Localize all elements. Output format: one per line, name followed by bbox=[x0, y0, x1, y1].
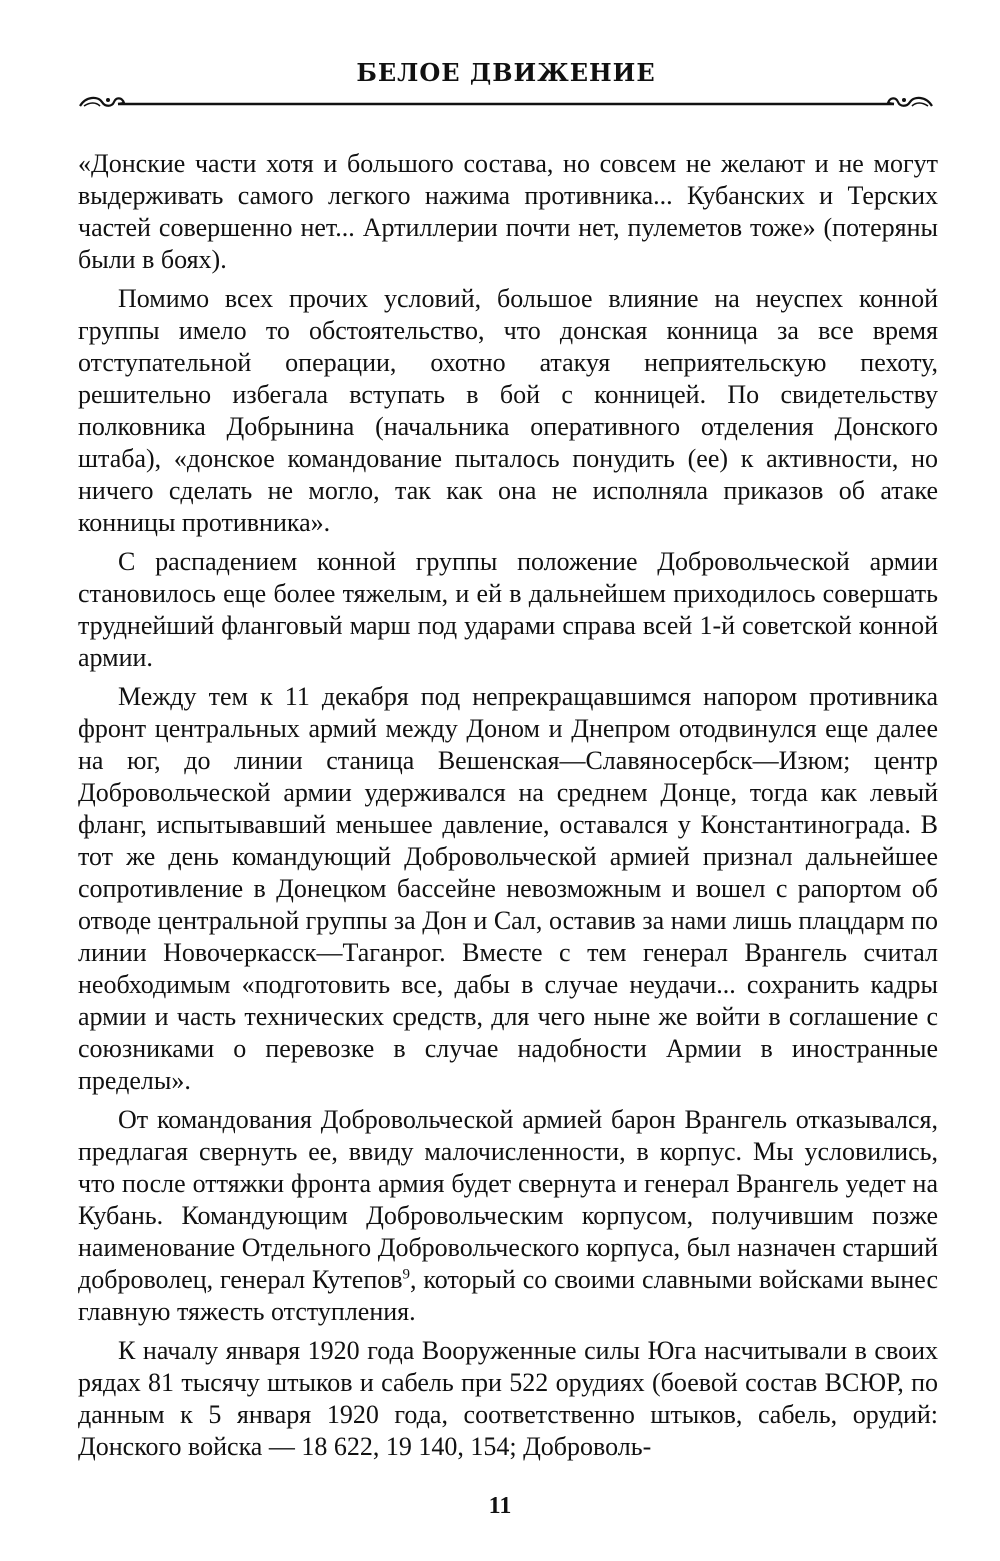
paragraph-5-text: От командования Добровольческой армией барон Врангель отказывался, предлагая свернуть ее, ввиду малочисленности, в корпус. Мы условились, что после оттяжки фронта армия будет свернута и генерал Врангель уедет на Кубань. Командующим Добровольческим корпусом, получившим позже наименование Отдельного Добровольческого корпуса, был назначен старший доброволец, генерал Кутепов bbox=[78, 1105, 938, 1294]
paragraph-6: К началу января 1920 года Вооруженные силы Юга насчитывали в своих рядах 81 тысячу штыков и сабель при 522 орудиях (боевой состав ВСЮР, по данным к 5 января 1920 года, соответственно штыков, сабель, орудий: Донского войска — 18 622, 19 140, 154; Доброволь- bbox=[78, 1336, 938, 1461]
running-header bbox=[78, 54, 934, 110]
main-text bbox=[78, 148, 938, 1470]
paragraph-5 bbox=[78, 1104, 938, 1328]
page-number: 11 bbox=[488, 1493, 512, 1519]
paragraph-2: Помимо всех прочих условий, большое влияние на неуспех конной группы имело то обстоятельство, что донская конница за все время отступательной операции, охотно атакуя неприятельскую пехоту, решительно избегала вступать в бой с конницей. По свидетельству полковника Добрынина (начальника оперативного отделения Донского штаба), «донское командование пыталось понудить (ее) к активности, но ничего сделать не могло, так как она не исполняла приказов об атаке конницы противника». bbox=[78, 284, 938, 537]
paragraph-4: Между тем к 11 декабря под непрекращавшимся напором противника фронт центральных армий между Доном и Днепром отодвинулся еще далее на юг, до линии станица Вешенская—Славяносербск—Изюм; центр Добровольческой армии удерживался на среднем Донце, тогда как левый фланг, испытывавший меньшее давление, оставался у Константинограда. В тот же день командующий Добровольческой армией признал дальнейшее сопротивление в Донецком бассейне невозможным и вошел с рапортом об отводе центральной группы за Дон и Сал, оставив за нами лишь плацдарм по линии Новочеркасск—Таганрог. Вместе с тем генерал Врангель считал необходимым «подготовить все, дабы в случае неудачи... сохранить кадры армии и часть технических средств, для чего ныне же войти в соглашение с союзниками о перевозке в случае надобности Армии в иностранные пределы». bbox=[78, 682, 938, 1095]
footnote-ref-9[interactable]: 9 bbox=[402, 1266, 411, 1283]
ornamental-rule bbox=[78, 94, 934, 110]
paragraph-1: «Донские части хотя и большого состава, но совсем не желают и не могут выдерживать самого легкого нажима противника... Кубанских и Терских частей совершенно нет... Артиллерии почти нет, пулеметов тоже» (потеряны были в боях). bbox=[78, 149, 938, 274]
paragraph-5-tail: , который со своими славными войсками вынес главную тяжесть отступления. bbox=[78, 1265, 938, 1326]
paragraph-3: С распадением конной группы положение Добровольческой армии становилось еще более тяжелым, и ей в дальнейшем приходилось совершать труднейший фланговый марш под ударами справа всей 1-й советской конной армии. bbox=[78, 547, 938, 672]
running-header-title: БЕЛОЕ ДВИЖЕНИЕ bbox=[356, 58, 656, 87]
